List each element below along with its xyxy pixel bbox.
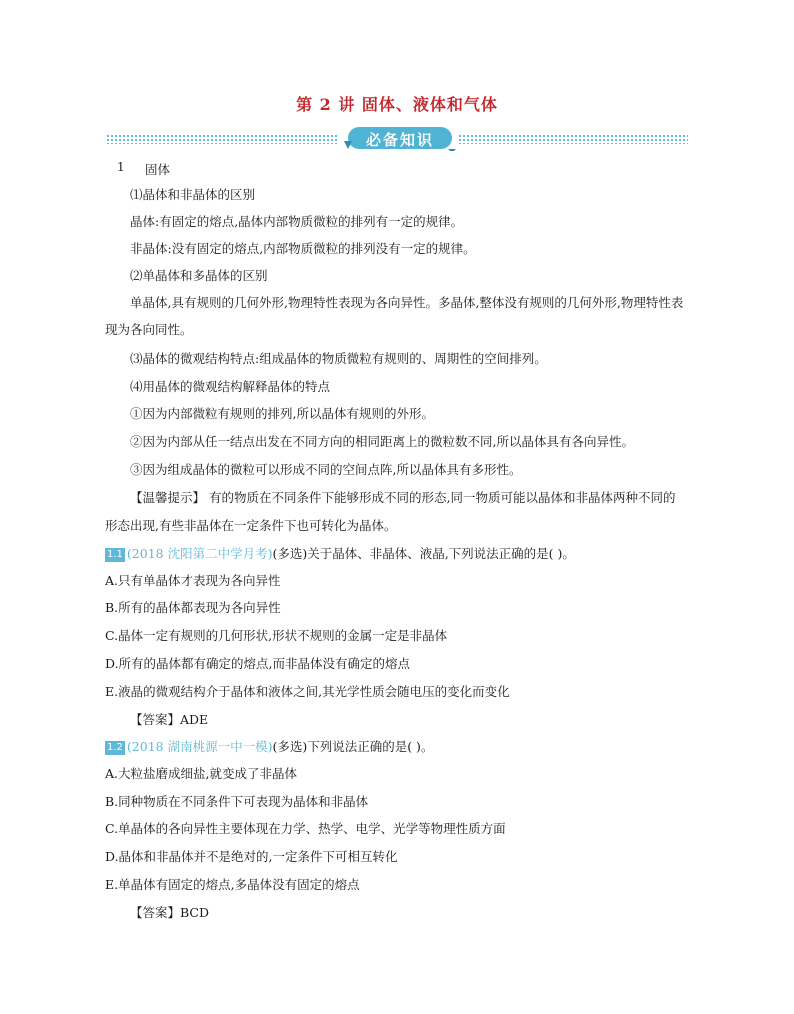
- answer: 【答案】BCD: [130, 905, 210, 920]
- option-a: A.大粒盐磨成细盐,就变成了非晶体: [105, 766, 297, 781]
- section-number: 1: [117, 160, 125, 174]
- banner-dots-left: [106, 134, 338, 144]
- question-2-header: [105, 738, 433, 756]
- option-e: E.液晶的微观结构介于晶体和液体之间,其光学性质会随电压的变化而变化: [105, 684, 510, 699]
- section-banner: [106, 127, 688, 153]
- text-line: ①因为内部微粒有规则的排列,所以晶体有规则的外形。: [130, 406, 434, 421]
- text-line: ⑵单晶体和多晶体的区别: [130, 268, 268, 283]
- option-d: D.所有的晶体都有确定的熔点,而非晶体没有确定的熔点: [105, 656, 411, 671]
- text-line: ⑶晶体的微观结构特点:组成晶体的物质微粒有规则的、周期性的空间排列。: [130, 351, 547, 366]
- option-e: E.单晶体有固定的熔点,多晶体没有固定的熔点: [105, 877, 360, 892]
- text-line: 晶体:有固定的熔点,晶体内部物质微粒的排列有一定的规律。: [130, 214, 464, 229]
- question-stem: (多选)关于晶体、非晶体、液晶,下列说法正确的是( )。: [272, 546, 575, 561]
- option-c: C.晶体一定有规则的几何形状,形状不规则的金属一定是非晶体: [105, 628, 448, 643]
- option-a: A.只有单晶体才表现为各向异性: [105, 573, 281, 588]
- text-line: 非晶体:没有固定的熔点,内部物质微粒的排列没有一定的规律。: [130, 241, 476, 256]
- tip-line: 形态出现,有些非晶体在一定条件下也可转化为晶体。: [105, 518, 397, 533]
- option-b: B.同种物质在不同条件下可表现为晶体和非晶体: [105, 794, 369, 809]
- banner-label: 必备知识: [365, 131, 434, 149]
- question-source: (2018 沈阳第二中学月考): [126, 546, 273, 561]
- text-line: 现为各向同性。: [105, 322, 193, 337]
- option-b: B.所有的晶体都表现为各向异性: [105, 600, 281, 615]
- option-d: D.晶体和非晶体并不是绝对的,一定条件下可相互转化: [105, 849, 398, 864]
- text-line: ②因为内部从任一结点出发在不同方向的相同距离上的微粒数不同,所以晶体具有各向异性。: [130, 434, 634, 449]
- tip-line: 【温馨提示】 有的物质在不同条件下能够形成不同的形态,同一物质可能以晶体和非晶体两种不同的: [130, 490, 676, 505]
- text-line: ⑷用晶体的微观结构解释晶体的特点: [130, 379, 331, 394]
- banner-dots-right: [458, 134, 688, 144]
- section-title: 固体: [145, 162, 171, 177]
- question-tag: 1.1: [107, 549, 123, 560]
- text-line: 单晶体,具有规则的几何外形,物理特性表现为各向异性。多晶体,整体没有规则的几何外形,物理特性表: [130, 295, 684, 310]
- text-line: ⑴晶体和非晶体的区别: [130, 187, 256, 202]
- question-1-header: [105, 545, 575, 563]
- answer: 【答案】ADE: [130, 712, 209, 727]
- question-source: (2018 湖南桃源一中一模): [126, 739, 273, 754]
- option-c: C.单晶体的各向异性主要体现在力学、热学、电学、光学等物理性质方面: [105, 821, 506, 836]
- page-title: 第 2 讲 固体、液体和气体: [296, 95, 498, 114]
- question-tag: 1.2: [107, 742, 123, 753]
- text-line: ③因为组成晶体的微粒可以形成不同的空间点阵,所以晶体具有多形性。: [130, 462, 522, 477]
- question-stem: (多选)下列说法正确的是( )。: [272, 739, 434, 754]
